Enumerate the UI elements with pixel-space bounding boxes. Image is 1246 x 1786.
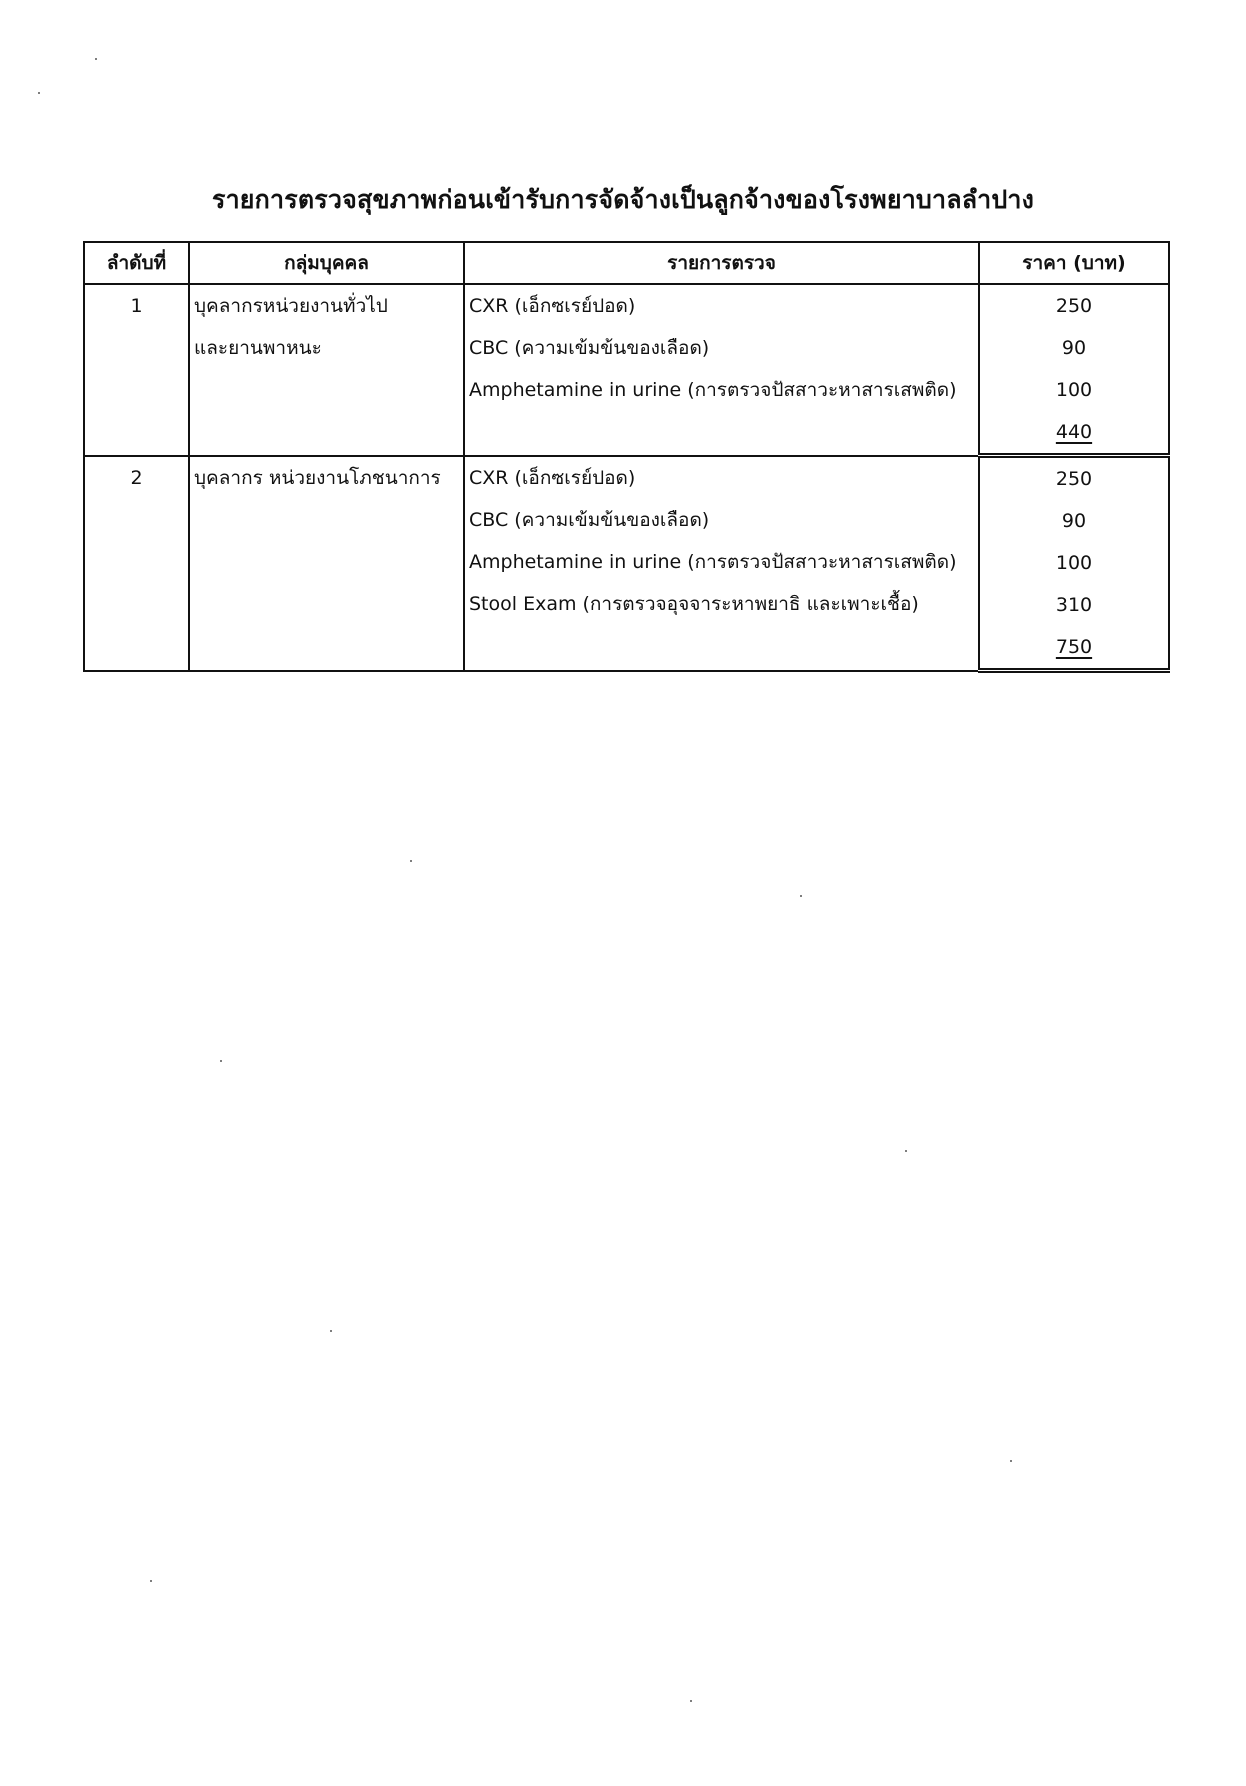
group-cell xyxy=(189,456,464,671)
header-price: ราคา (บาท) xyxy=(979,242,1169,284)
exam-price: 250 xyxy=(1055,468,1093,490)
scan-speck xyxy=(330,1330,332,1332)
item-cell xyxy=(464,284,979,456)
header-no: ลำดับที่ xyxy=(84,242,189,284)
scan-speck xyxy=(150,1580,152,1582)
item-cell xyxy=(464,456,979,671)
exam-price: 310 xyxy=(1055,594,1093,616)
group-name-line: บุคลากร หน่วยงานโภชนาการ xyxy=(194,466,441,489)
exam-item: Amphetamine in urine (การตรวจปัสสาวะหาสารเสพติด) xyxy=(469,379,957,401)
exam-item: CXR (เอ็กซเรย์ปอด) xyxy=(469,466,636,489)
exam-item: Amphetamine in urine (การตรวจปัสสาวะหาสารเสพติด) xyxy=(469,550,957,573)
scan-speck xyxy=(410,860,412,862)
exam-price: 90 xyxy=(1061,510,1087,532)
table-row xyxy=(84,456,1169,671)
scan-speck xyxy=(95,58,97,60)
row-number-cell xyxy=(84,456,189,671)
group-total: 750 xyxy=(1055,636,1093,658)
price-cell xyxy=(979,456,1169,671)
exam-price: 90 xyxy=(1061,337,1087,359)
exam-price: 250 xyxy=(1055,295,1093,317)
exam-item: CBC (ความเข้มข้นของเลือด) xyxy=(469,508,710,531)
group-cell xyxy=(189,284,464,456)
document-title: รายการตรวจสุขภาพก่อนเข้ารับการจัดจ้างเป็นลูกจ้างของโรงพยาบาลลำปาง xyxy=(211,185,1035,214)
group-total: 440 xyxy=(1055,421,1093,443)
header-group: กลุ่มบุคคล xyxy=(189,242,464,284)
scan-speck xyxy=(220,1060,222,1062)
exam-item: CXR (เอ็กซเรย์ปอด) xyxy=(469,295,636,317)
row-number: 1 xyxy=(130,295,143,317)
exam-item: Stool Exam (การตรวจอุจจาระหาพยาธิ และเพาะเชื้อ) xyxy=(469,592,919,615)
price-cell xyxy=(979,284,1169,456)
table-header-row xyxy=(84,242,1169,284)
exam-price: 100 xyxy=(1055,379,1093,401)
scan-speck xyxy=(800,895,802,897)
scan-speck xyxy=(38,92,40,94)
header-item: รายการตรวจ xyxy=(464,242,979,284)
group-name-line: บุคลากรหน่วยงานทั่วไป xyxy=(194,295,388,317)
scan-speck xyxy=(1010,1460,1012,1462)
table-row xyxy=(84,284,1169,456)
exam-price-table xyxy=(83,241,1170,673)
scan-speck xyxy=(905,1150,907,1152)
scan-speck xyxy=(690,1700,692,1702)
group-name-line: และยานพาหนะ xyxy=(194,337,322,359)
row-number-cell xyxy=(84,284,189,456)
exam-item: CBC (ความเข้มข้นของเลือด) xyxy=(469,337,710,359)
row-number: 2 xyxy=(130,466,143,489)
exam-price: 100 xyxy=(1055,552,1093,574)
